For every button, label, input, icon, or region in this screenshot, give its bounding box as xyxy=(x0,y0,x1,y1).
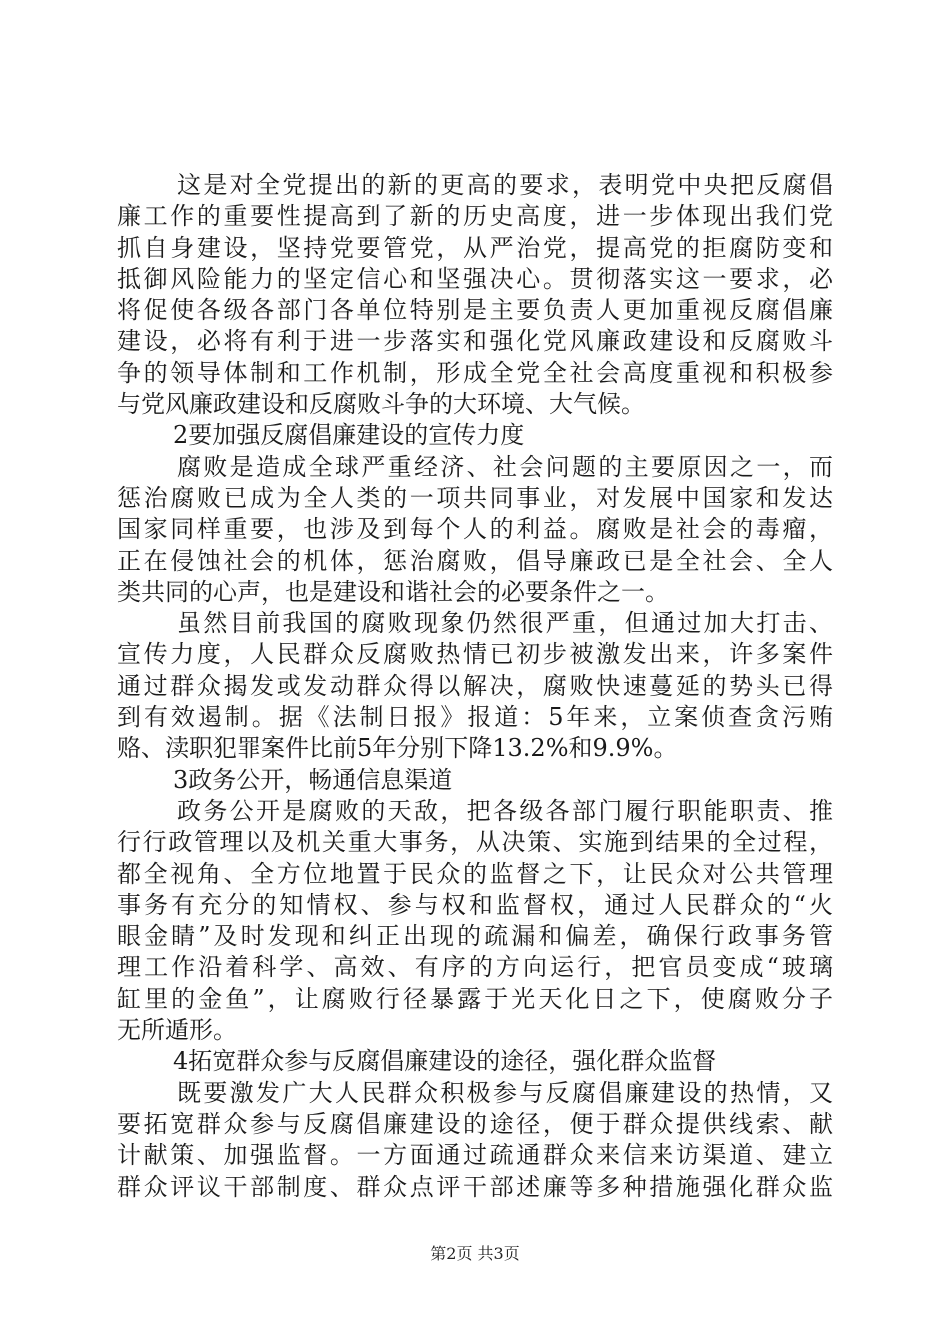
paragraph-line: 计献策、加强监督。一方面通过疏通群众来信来访渠道、建立 xyxy=(117,1141,833,1170)
paragraph-line: 争的领导体制和工作机制，形成全党全社会高度重视和积极参 xyxy=(117,358,833,387)
paragraph-line: 赂、渎职犯罪案件比前5年分别下降13.2%和9.9%。 xyxy=(117,734,678,763)
paragraph-line: 将促使各级各部门各单位特别是主要负责人更加重视反腐倡廉 xyxy=(117,296,833,325)
paragraph-line: 无所遁形。 xyxy=(117,1016,237,1045)
paragraph-line: 通过群众揭发或发动群众得以解决，腐败快速蔓延的势头已得 xyxy=(117,671,833,700)
body-text xyxy=(117,170,833,1203)
paragraph-line: 建设，必将有利于进一步落实和强化党风廉政建设和反腐败斗 xyxy=(117,327,833,356)
paragraph-line: 宣传力度，人民群众反腐败热情已初步被激发出来，许多案件 xyxy=(117,640,833,669)
paragraph-line: 抵御风险能力的坚定信心和坚强决心。贯彻落实这一要求，必 xyxy=(117,264,833,293)
paragraph-line: 惩治腐败已成为全人类的一项共同事业，对发展中国家和发达 xyxy=(117,483,833,512)
paragraph-line: 腐败是造成全球严重经济、社会问题的主要原因之一，而 xyxy=(177,452,833,481)
paragraph-line: 缸里的金鱼”，让腐败行径暴露于光天化日之下，使腐败分子 xyxy=(117,984,833,1013)
paragraph-line: 与党风廉政建设和反腐败斗争的大环境、大气候。 xyxy=(117,390,645,419)
paragraph-line: 抓自身建设，坚持党要管党，从严治党，提高党的拒腐防变和 xyxy=(117,233,833,262)
section-heading: 2要加强反腐倡廉建设的宣传力度 xyxy=(173,421,525,450)
page-footer: 第2页 共3页 xyxy=(430,1244,520,1263)
paragraph-line: 廉工作的重要性提高到了新的历史高度，进一步体现出我们党 xyxy=(117,202,833,231)
paragraph-line: 眼金睛”及时发现和纠正出现的疏漏和偏差，确保行政事务管 xyxy=(117,922,833,951)
paragraph-line: 国家同样重要，也涉及到每个人的利益。腐败是社会的毒瘤， xyxy=(117,515,833,544)
paragraph-line: 既要激发广大人民群众积极参与反腐倡廉建设的热情，又 xyxy=(177,1078,833,1107)
section-heading: 3政务公开，畅通信息渠道 xyxy=(173,765,453,794)
section-heading: 4拓宽群众参与反腐倡廉建设的途径，强化群众监督 xyxy=(173,1047,717,1076)
paragraph-line: 行行政管理以及机关重大事务，从决策、实施到结果的全过程， xyxy=(117,828,833,857)
paragraph-line: 这是对全党提出的新的更高的要求，表明党中央把反腐倡 xyxy=(177,171,833,199)
paragraph-line: 都全视角、全方位地置于民众的监督之下，让民众对公共管理 xyxy=(117,859,833,888)
paragraph-line: 要拓宽群众参与反腐倡廉建设的途径，便于群众提供线索、献 xyxy=(117,1109,833,1138)
paragraph-line: 群众评议干部制度、群众点评干部述廉等多种措施强化群众监 xyxy=(117,1172,833,1201)
paragraph-line: 虽然目前我国的腐败现象仍然很严重，但通过加大打击、 xyxy=(177,609,833,638)
paragraph-line: 正在侵蚀社会的机体，惩治腐败，倡导廉政已是全社会、全人 xyxy=(117,546,833,575)
paragraph-line: 政务公开是腐败的天敌，把各级各部门履行职能职责、推 xyxy=(177,796,833,825)
paragraph-line: 类共同的心声，也是建设和谐社会的必要条件之一。 xyxy=(117,577,669,606)
paragraph-line: 事务有充分的知情权、参与权和监督权，通过人民群众的“火 xyxy=(117,890,833,919)
paragraph-line: 理工作沿着科学、高效、有序的方向运行，把官员变成“玻璃 xyxy=(117,953,833,982)
paragraph-line: 到有效遏制。据《法制日报》报道：5年来，立案侦查贪污贿 xyxy=(117,703,833,732)
